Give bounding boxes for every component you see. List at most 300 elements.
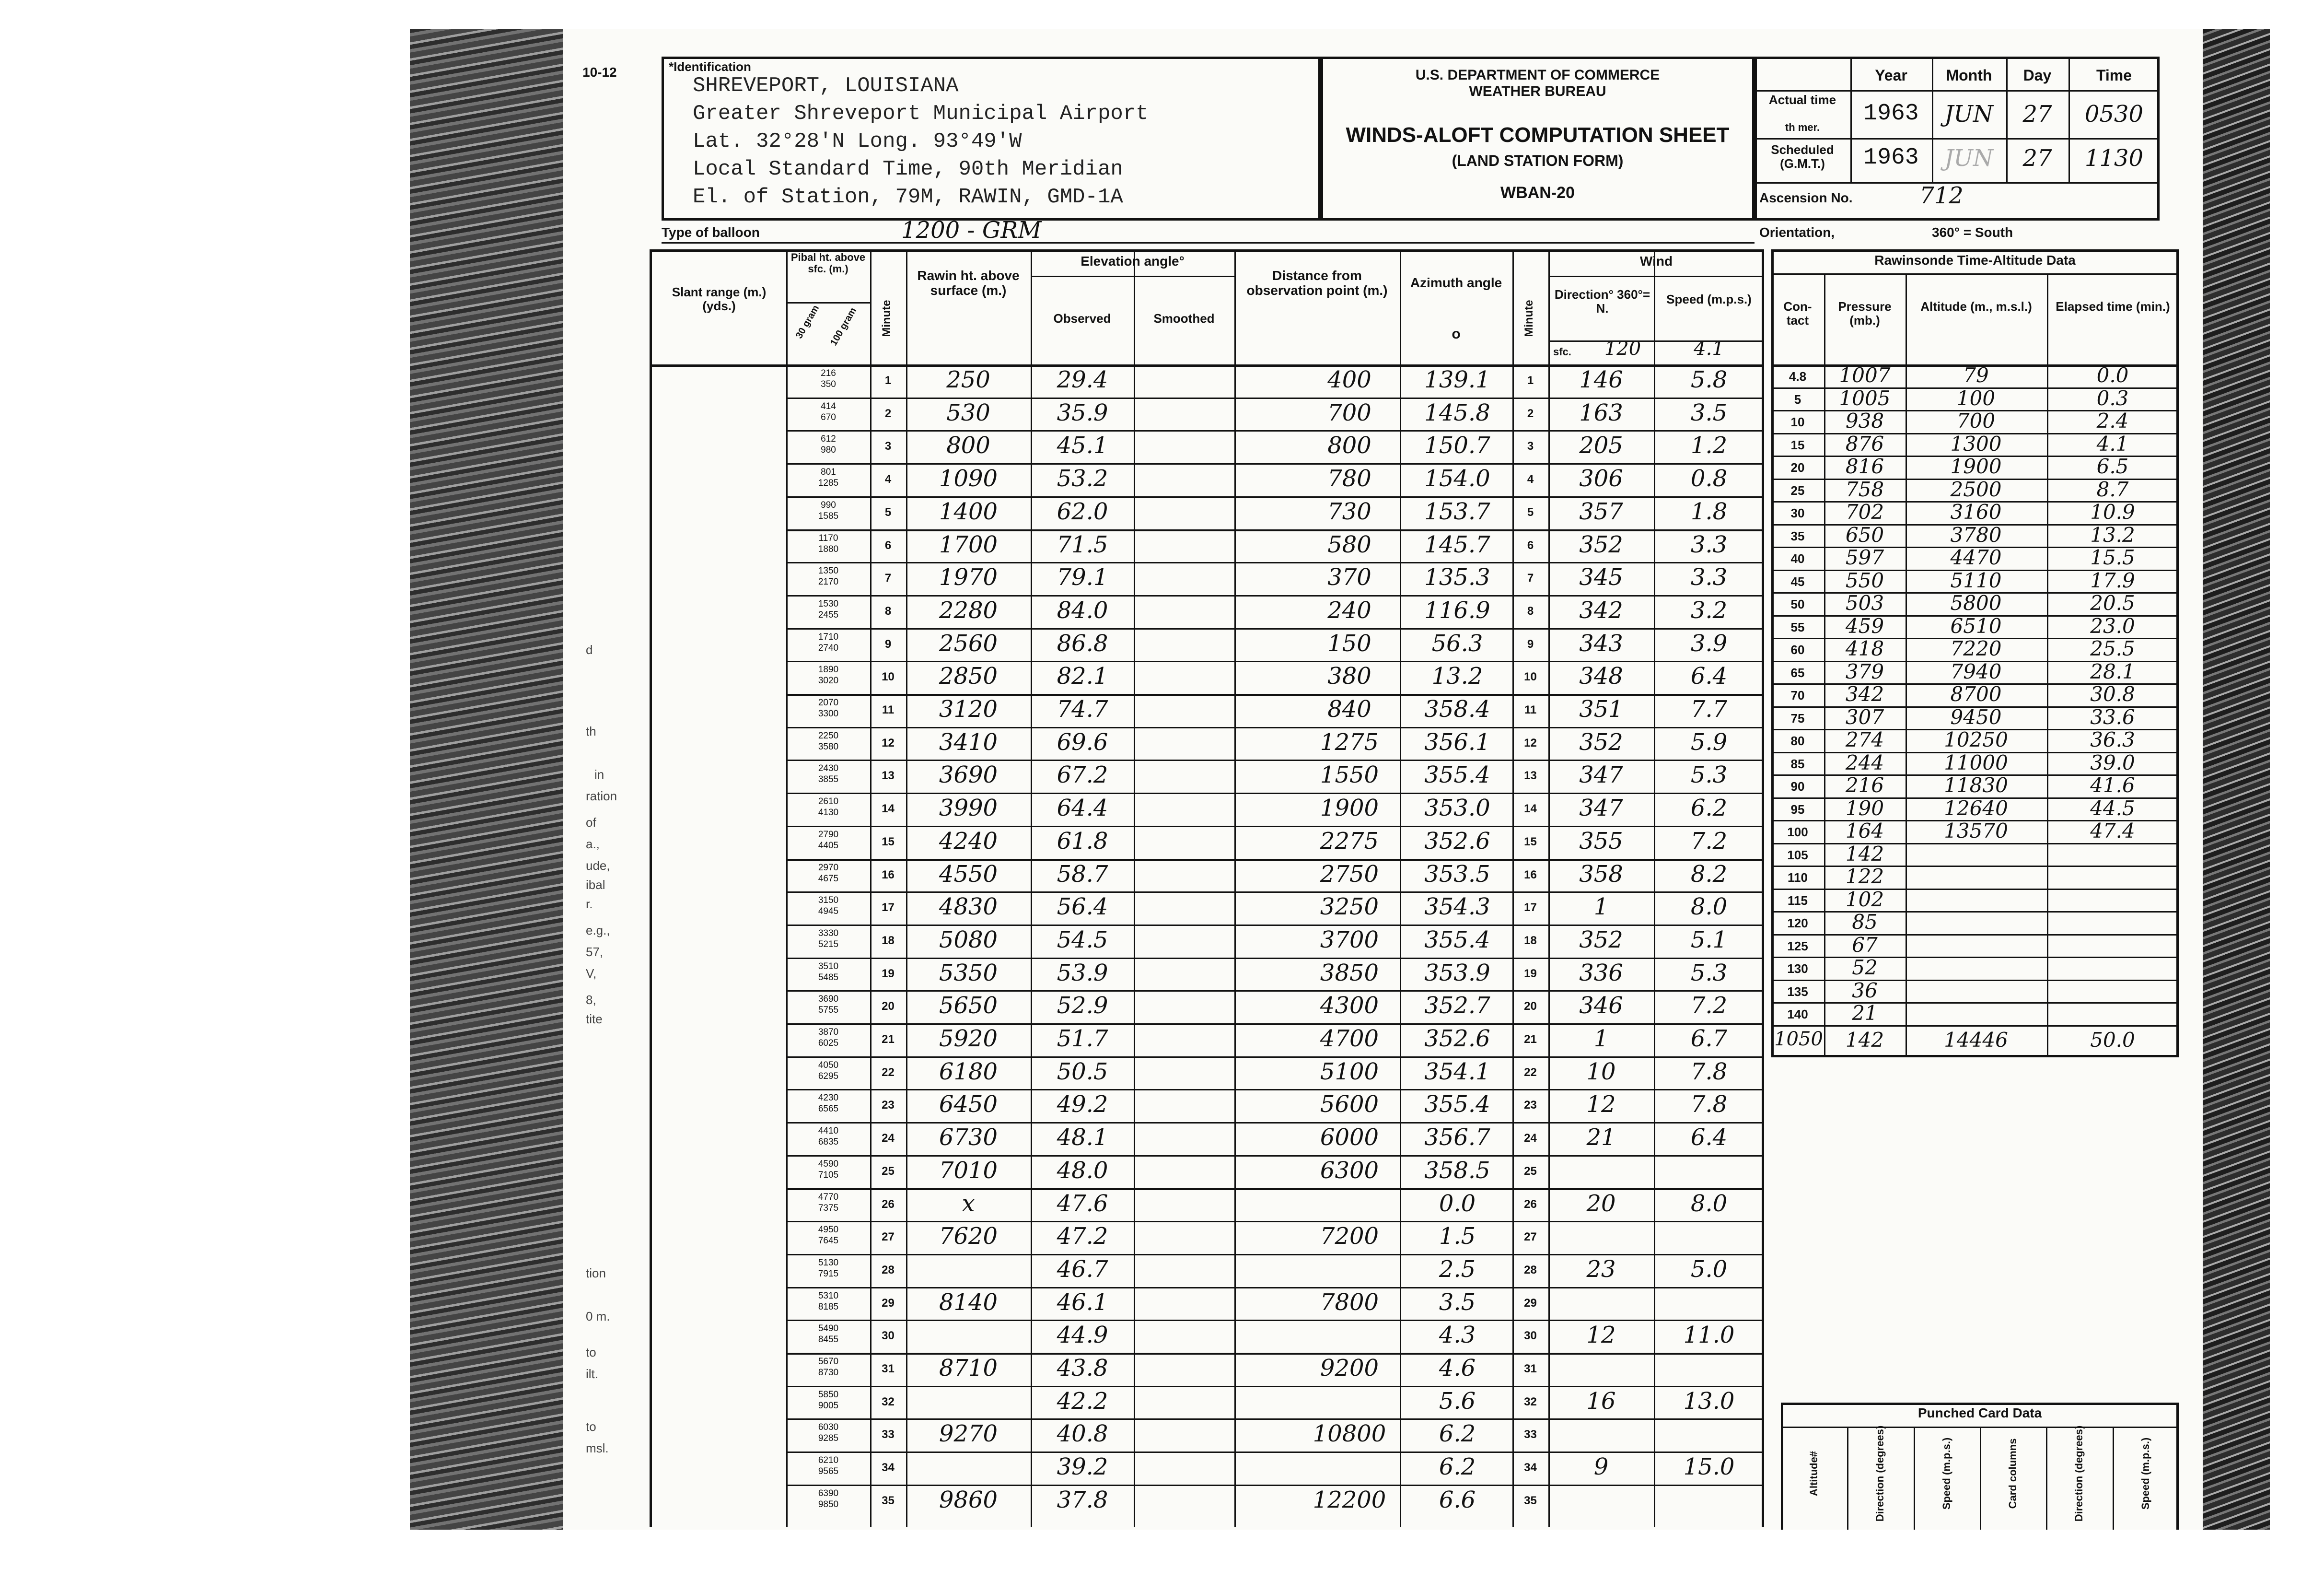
row-rule (786, 1485, 1764, 1486)
pressure-cell: 21 (1852, 1001, 1878, 1025)
month-header: Month (1946, 67, 1992, 84)
row-rule (786, 1056, 1764, 1058)
pibal-100-cell: 8185 (818, 1301, 839, 1312)
elevation-observed-cell: 37.8 (1057, 1486, 1108, 1513)
margin-note: a., (586, 837, 600, 851)
distance-cell: 3850 (1320, 959, 1379, 986)
minute-cell: 2 (884, 407, 892, 420)
minute2-cell: 32 (1524, 1395, 1537, 1408)
distance-cell: 3700 (1320, 926, 1379, 953)
row-rule (786, 1122, 1764, 1124)
azimuth-cell: 356.1 (1424, 728, 1490, 756)
pibal-100-cell: 3020 (818, 676, 839, 686)
elevation-observed-cell: 86.8 (1057, 630, 1108, 657)
minute2-cell: 25 (1524, 1164, 1537, 1178)
contact-cell: 135 (1787, 984, 1808, 999)
identification-line: Greater Shreveport Municipal Airport (693, 102, 1149, 126)
contact-cell: 125 (1787, 938, 1808, 953)
altitude-cell: 11830 (1944, 773, 2008, 797)
row-rule (786, 562, 1764, 563)
wind-direction-cell: 1 (1593, 1025, 1609, 1052)
rawin-height-cell: 9270 (939, 1420, 998, 1448)
pressure-cell: 876 (1845, 432, 1884, 456)
contact-cell: 80 (1790, 734, 1805, 748)
sfc-speed: 4.1 (1694, 338, 1724, 360)
wind-direction-cell: 355 (1579, 827, 1623, 855)
azimuth-cell: 356.7 (1424, 1124, 1490, 1151)
azimuth-cell: 352.7 (1424, 992, 1490, 1019)
wind-direction-cell: 12 (1586, 1091, 1616, 1118)
wind-speed-cell: 5.9 (1690, 728, 1728, 756)
contact-cell: 35 (1790, 528, 1805, 543)
wind-speed-cell: 13.0 (1683, 1387, 1735, 1415)
column-rule (1134, 249, 1135, 1527)
margin-note: 57, (586, 945, 604, 959)
minute-cell: 15 (882, 835, 895, 848)
wind-speed-cell: 6.4 (1690, 1124, 1728, 1151)
rawinsonde-row-rule (1771, 866, 2179, 867)
pibal-30-cell: 1530 (818, 598, 839, 609)
margin-note: to (586, 1419, 596, 1434)
pibal-100-cell: 5215 (818, 939, 839, 949)
pressure-cell: 244 (1845, 750, 1884, 774)
margin-note: e.g., (586, 923, 610, 937)
sfc-direction: 120 (1604, 338, 1641, 360)
pibal-100-cell: 2455 (818, 609, 839, 620)
balloon-value: 1200 - GRM (901, 217, 1042, 244)
wind-direction-cell: 163 (1579, 399, 1623, 426)
contact-cell: 5 (1794, 392, 1801, 407)
contact-cell: 50 (1790, 597, 1805, 611)
minute-cell: 11 (882, 703, 895, 716)
wind-direction-cell: 351 (1579, 696, 1623, 723)
wind-speed-cell: 5.3 (1690, 761, 1728, 789)
distance-cell: 370 (1327, 564, 1371, 591)
margin-note: r. (586, 897, 593, 911)
pressure-cell: 816 (1845, 455, 1884, 478)
altitude-cell: 6510 (1950, 614, 2002, 638)
elevation-observed-cell: 53.2 (1057, 465, 1108, 492)
pibal-30-cell: 2790 (818, 829, 839, 840)
minute2-cell: 14 (1524, 802, 1537, 816)
row-rule (786, 628, 1764, 630)
rawinsonde-column-rule (1824, 273, 1825, 1057)
minute2-cell: 6 (1527, 538, 1534, 552)
elevation-observed-cell: 47.2 (1057, 1223, 1108, 1250)
column-rule (1548, 249, 1550, 1527)
rawin-height-cell: 6450 (939, 1091, 998, 1118)
rawin-height-cell: 2560 (939, 630, 998, 657)
minute2-cell: 29 (1524, 1296, 1537, 1310)
elapsed-time-cell: 36.3 (2090, 728, 2135, 751)
minute2-cell: 30 (1524, 1329, 1537, 1343)
elevation-observed-cell: 64.4 (1057, 795, 1108, 822)
pibal-100gram-label: 100 gram (828, 305, 859, 348)
pressure-cell: 1007 (1839, 363, 1891, 387)
pressure-cell: 550 (1845, 568, 1884, 592)
elevation-observed-cell: 47.6 (1057, 1190, 1108, 1217)
elevation-observed-cell: 69.6 (1057, 728, 1108, 756)
elevation-observed-cell: 48.1 (1057, 1124, 1108, 1151)
actual-time-label: Actual time (1768, 93, 1836, 107)
wind-direction-cell: 346 (1579, 992, 1623, 1019)
minute-cell: 26 (882, 1197, 895, 1211)
rawin-height-cell: 3410 (939, 728, 998, 756)
punched-title: Punched Card Data (1917, 1405, 2042, 1420)
azimuth-cell: 352.6 (1424, 827, 1490, 855)
azimuth-cell: 354.1 (1424, 1058, 1490, 1085)
pibal-100-cell: 9005 (818, 1400, 839, 1411)
rawin-header: Rawin ht. above surface (m.) (917, 268, 1020, 298)
rawinsonde-column-rule (2047, 273, 2048, 1057)
punched-column-rule (1914, 1427, 1915, 1530)
year-header: Year (1875, 67, 1907, 84)
pressure-cell: 459 (1845, 614, 1884, 638)
minute-cell: 3 (884, 440, 892, 453)
elapsed-time-cell: 13.2 (2090, 523, 2135, 547)
pibal-30-cell: 2430 (818, 763, 839, 774)
pressure-cell: 758 (1845, 477, 1884, 501)
minute-cell: 24 (882, 1132, 895, 1145)
pressure-cell: 67 (1852, 933, 1878, 957)
rawinsonde-row-rule (1771, 934, 2179, 936)
elevation-observed-cell: 54.5 (1057, 926, 1108, 953)
pibal-30-cell: 3870 (818, 1027, 839, 1037)
pibal-100-cell: 4405 (818, 840, 839, 851)
azimuth-cell: 0.0 (1439, 1190, 1476, 1217)
pibal-100-cell: 3855 (818, 774, 839, 785)
contact-cell: 20 (1790, 460, 1805, 475)
wind-direction-cell: 146 (1579, 366, 1623, 393)
row-rule (786, 793, 1764, 794)
distance-cell: 2750 (1320, 860, 1379, 888)
rule (1755, 138, 2160, 140)
wind-speed-cell: 7.8 (1690, 1058, 1728, 1085)
row-rule (786, 1023, 1764, 1025)
row-rule (786, 958, 1764, 959)
minute-cell: 22 (882, 1065, 895, 1079)
contact-cell: 110 (1788, 870, 1808, 885)
pressure-cell: 274 (1845, 728, 1884, 751)
pibal-30-cell: 4050 (818, 1060, 839, 1070)
pibal-30-cell: 6210 (818, 1455, 839, 1466)
row-rule (786, 891, 1764, 893)
row-rule (786, 760, 1764, 761)
minute2-cell: 5 (1527, 505, 1534, 519)
minute2-cell: 33 (1524, 1428, 1537, 1441)
wind-direction-cell: 348 (1579, 663, 1623, 690)
scheduled-day: 27 (2022, 145, 2052, 172)
contact-cell: 115 (1788, 893, 1808, 908)
punched-header: Direction (degrees) (1874, 1425, 1886, 1522)
minute2-cell: 21 (1524, 1033, 1537, 1046)
rawin-height-cell: 8140 (939, 1288, 998, 1316)
scheduled-year: 1963 (1863, 145, 1919, 171)
azimuth-cell: 358.5 (1424, 1157, 1490, 1184)
elevation-observed-cell: 46.7 (1057, 1255, 1108, 1283)
minute-cell: 23 (882, 1099, 895, 1112)
punched-column-rule (2113, 1427, 2114, 1530)
pibal-30-cell: 4950 (818, 1225, 839, 1235)
wind-direction-cell: 347 (1579, 795, 1623, 822)
identification-label: *Identification (669, 59, 751, 74)
altitude-cell: 7940 (1950, 659, 2002, 683)
pressure-cell: 36 (1852, 978, 1878, 1002)
rawinsonde-row-rule (1771, 843, 2179, 844)
rawin-height-cell: 1090 (939, 465, 998, 492)
pibal-100-cell: 8455 (818, 1334, 839, 1345)
actual-day: 27 (2022, 101, 2052, 128)
rawin-height-cell: 5080 (939, 926, 998, 953)
rawin-height-cell: 4550 (939, 860, 998, 888)
elevation-observed-cell: 74.7 (1057, 696, 1108, 723)
pibal-30-cell: 2970 (818, 862, 839, 873)
orientation-value: 360° = South (1932, 225, 2013, 240)
elevation-observed-cell: 45.1 (1057, 432, 1108, 459)
pibal-30-cell: 2250 (818, 730, 839, 741)
margin-note: V, (586, 966, 597, 981)
pibal-100-cell: 7915 (818, 1268, 839, 1279)
azimuth-cell: 6.2 (1439, 1453, 1476, 1481)
elapsed-time-cell: 0.0 (2096, 363, 2129, 387)
row-rule (786, 1418, 1764, 1420)
pressure-cell: 379 (1845, 659, 1884, 683)
elevation-observed-cell: 52.9 (1057, 992, 1108, 1019)
rawinsonde-header: Con- tact (1783, 299, 1812, 328)
pibal-30gram-label: 30 gram (793, 303, 822, 340)
row-rule (786, 595, 1764, 597)
distance-cell: 2275 (1320, 827, 1379, 855)
agency-bureau: WEATHER BUREAU (1469, 83, 1606, 99)
row-rule (786, 398, 1764, 399)
azimuth-cell: 145.8 (1424, 399, 1490, 426)
minute2-cell: 13 (1524, 769, 1537, 783)
margin-note: of (586, 815, 596, 830)
pibal-30-cell: 6030 (818, 1422, 839, 1433)
pressure-cell: 122 (1845, 865, 1884, 888)
row-rule (786, 727, 1764, 728)
elapsed-time-cell: 39.0 (2090, 750, 2135, 774)
row-rule (786, 1188, 1764, 1190)
minute2-cell: 11 (1524, 703, 1537, 716)
wind-direction-cell: 347 (1579, 761, 1623, 789)
form-number: 10-12 (582, 65, 617, 80)
altitude-cell: 5110 (1950, 568, 2002, 592)
wind-direction-cell: 23 (1586, 1255, 1616, 1283)
identification-line: El. of Station, 79M, RAWIN, GMD-1A (693, 185, 1123, 209)
contact-cell: 70 (1790, 688, 1805, 702)
pressure-cell: 418 (1845, 637, 1884, 660)
rawinsonde-row-rule (1771, 1002, 2179, 1004)
minute-cell: 21 (882, 1033, 895, 1046)
elapsed-time-cell: 30.8 (2090, 682, 2135, 706)
pressure-cell: 307 (1845, 705, 1884, 729)
minute2-cell: 15 (1524, 835, 1537, 848)
wind-direction-cell: 306 (1579, 465, 1623, 492)
punched-header: Speed (m.p.s.) (2139, 1437, 2151, 1510)
observed-header: Observed (1053, 311, 1111, 326)
elapsed-time-cell: 41.6 (2090, 773, 2135, 797)
margin-note: to (586, 1345, 596, 1359)
row-rule (786, 925, 1764, 926)
pibal-100-cell: 3580 (818, 741, 839, 752)
margin-note: 8, (586, 993, 596, 1007)
minute2-cell: 4 (1527, 473, 1534, 486)
elevation-observed-cell: 53.9 (1057, 959, 1108, 986)
punched-header: Altitude# (1808, 1451, 1820, 1497)
column-rule (786, 249, 788, 1527)
distance-cell: 7800 (1320, 1288, 1379, 1316)
minute2-cell: 34 (1524, 1461, 1537, 1475)
contact-cell: 90 (1790, 779, 1805, 794)
minute-cell: 33 (882, 1428, 895, 1441)
rawin-height-cell: 3690 (939, 761, 998, 789)
scheduled-label: Scheduled (G.M.T.) (1771, 142, 1834, 171)
altitude-cell: 2500 (1950, 477, 2002, 501)
wind-speed-cell: 7.8 (1690, 1091, 1728, 1118)
row-rule (786, 1320, 1764, 1321)
azimuth-cell: 154.0 (1424, 465, 1490, 492)
elevation-group-header: Elevation angle° (1081, 254, 1185, 269)
pibal-100-cell: 7645 (818, 1236, 839, 1246)
rawin-height-cell: 2280 (939, 597, 998, 624)
elevation-observed-cell: 82.1 (1057, 663, 1108, 690)
distance-cell: 840 (1327, 696, 1371, 723)
pibal-100-cell: 1585 (818, 511, 839, 521)
pressure-cell: 102 (1845, 887, 1884, 911)
scheduled-month: JUN (1944, 145, 1993, 172)
pibal-100-cell: 4945 (818, 906, 839, 917)
minute-cell: 20 (882, 1000, 895, 1013)
wind-direction-cell: 16 (1586, 1387, 1616, 1415)
altitude-cell: 3780 (1950, 523, 2002, 547)
wind-direction-cell: 352 (1579, 728, 1623, 756)
margin-note: tion (586, 1266, 606, 1280)
pibal-100-cell: 6295 (818, 1071, 839, 1081)
pibal-30-cell: 2610 (818, 796, 839, 807)
azimuth-cell: 354.3 (1424, 893, 1490, 921)
wind-direction-cell: 342 (1579, 597, 1623, 624)
rawin-height-cell: x (962, 1190, 975, 1217)
rawin-height-cell: 3990 (939, 795, 998, 822)
rawinsonde-row-rule (1771, 957, 2179, 958)
pibal-100-cell: 9565 (818, 1466, 839, 1477)
elevation-observed-cell: 49.2 (1057, 1091, 1108, 1118)
distance-cell: 4300 (1320, 992, 1379, 1019)
rawin-height-cell: 4240 (939, 827, 998, 855)
pibal-100-cell: 4675 (818, 873, 839, 884)
sfc-rule (1548, 340, 1764, 342)
pibal-100-cell: 670 (821, 412, 836, 422)
actual-time: 0530 (2084, 101, 2144, 128)
wind-direction-cell: 352 (1579, 926, 1623, 953)
distance-cell: 700 (1327, 399, 1371, 426)
minute2-cell: 12 (1524, 736, 1537, 749)
minute-cell: 7 (884, 572, 892, 585)
pibal-30-cell: 5850 (818, 1389, 839, 1400)
pibal-100-cell: 980 (821, 445, 836, 456)
elevation-observed-cell: 84.0 (1057, 597, 1108, 624)
distance-cell: 150 (1327, 630, 1371, 657)
wind-speed-cell: 5.1 (1690, 926, 1728, 953)
elapsed-time-cell: 8.7 (2096, 477, 2129, 501)
row-rule (786, 826, 1764, 827)
azimuth-cell: 56.3 (1431, 630, 1483, 657)
minute-cell: 9 (884, 637, 892, 651)
elevation-observed-cell: 46.1 (1057, 1288, 1108, 1316)
minute2-cell: 17 (1524, 901, 1537, 914)
altitude-cell: 13570 (1944, 819, 2008, 843)
speed-header: Speed (m.p.s.) (1666, 292, 1752, 306)
elevation-observed-cell: 43.8 (1057, 1355, 1108, 1381)
pibal-30-cell: 6390 (818, 1488, 839, 1498)
minute-cell: 25 (882, 1164, 895, 1178)
final-contact-cell: 1050 (1774, 1028, 1823, 1050)
contact-cell: 4.8 (1789, 369, 1807, 384)
azimuth-cell: 3.5 (1439, 1288, 1476, 1316)
contact-cell: 25 (1790, 483, 1805, 498)
pibal-100-cell: 1880 (818, 544, 839, 554)
elevation-observed-cell: 39.2 (1057, 1453, 1108, 1481)
elapsed-time-cell: 17.9 (2090, 568, 2135, 592)
wind-direction-cell: 336 (1579, 959, 1623, 986)
altitude-cell: 11000 (1944, 750, 2008, 774)
minute-cell: 29 (882, 1296, 895, 1310)
rawin-height-cell: 4830 (939, 893, 998, 921)
pressure-cell: 342 (1845, 682, 1884, 706)
distance-cell: 3250 (1320, 893, 1379, 921)
wind-direction-cell: 10 (1586, 1058, 1616, 1085)
wind-speed-cell: 0.8 (1690, 465, 1728, 492)
minute-cell: 16 (882, 868, 895, 881)
contact-cell: 55 (1790, 620, 1805, 634)
distance-cell: 5600 (1320, 1091, 1379, 1118)
column-rule (1031, 249, 1032, 1527)
rawin-height-cell: 5920 (939, 1025, 998, 1052)
pibal-100-cell: 2740 (818, 643, 839, 653)
rawin-height-cell: 800 (946, 432, 990, 459)
azimuth-unit: o (1452, 326, 1461, 342)
azimuth-cell: 139.1 (1424, 366, 1490, 393)
distance-cell: 10800 (1313, 1420, 1386, 1448)
ascension-label: Ascension No. (1759, 190, 1853, 205)
agency-dept: U.S. DEPARTMENT OF COMMERCE (1415, 67, 1660, 83)
pressure-cell: 503 (1845, 591, 1884, 615)
pibal-100-cell: 9850 (818, 1499, 839, 1510)
wind-direction-cell: 357 (1579, 498, 1623, 525)
azimuth-cell: 358.4 (1424, 696, 1490, 723)
balloon-label: Type of balloon (662, 225, 760, 240)
wind-direction-cell: 343 (1579, 630, 1623, 657)
minute-cell: 34 (882, 1461, 895, 1475)
altitude-cell: 1300 (1950, 432, 2002, 456)
minute2-cell: 19 (1524, 967, 1537, 980)
minute-cell: 8 (884, 604, 892, 618)
elevation-observed-cell: 48.0 (1057, 1157, 1108, 1184)
distance-cell: 240 (1327, 597, 1371, 624)
contact-cell: 10 (1790, 415, 1805, 429)
elevation-observed-cell: 29.4 (1057, 366, 1108, 393)
rawin-height-cell: 6730 (939, 1124, 998, 1151)
rawinsonde-row-rule (1771, 980, 2179, 981)
minute-cell: 14 (882, 802, 895, 816)
pressure-cell: 938 (1845, 409, 1884, 433)
minute2-cell: 7 (1527, 572, 1534, 585)
final-elapsed-cell: 50.0 (2090, 1028, 2135, 1052)
pibal-30-cell: 5670 (818, 1357, 839, 1367)
minute2-cell: 1 (1527, 374, 1534, 387)
elevation-observed-cell: 51.7 (1057, 1025, 1108, 1052)
